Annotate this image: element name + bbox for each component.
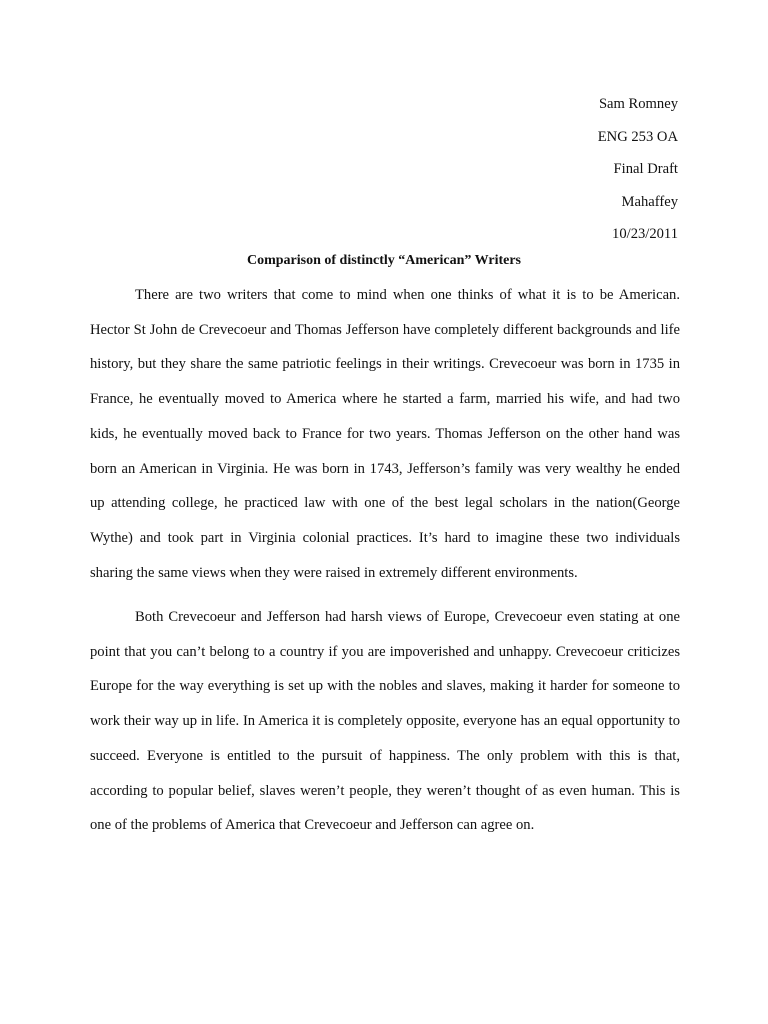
- body-paragraph-1: There are two writers that come to mind when one thinks of what it is to be American. Hector St John de Crevecoeur and Thomas Jefferson have completely different backgrounds and life history, but they share the same patriotic feelings in their writings. Crevecoeur was born in 1735 in France, he eventually moved to America where he started a farm, married his wife, and had two kids, he eventually moved back to France for two years. Thomas Jefferson on the other hand was born an American in Virginia. He was born in 1743, Jefferson’s family was very wealthy he ended up attending college, he practiced law with one of the best legal scholars in the nation(George Wythe) and took part in Virginia colonial practices. It’s hard to imagine these two individuals sharing the same views when they were raised in extremely different environments.: [90, 287, 680, 581]
- essay-title: Comparison of distinctly “American” Writers: [246, 253, 521, 268]
- body-paragraph-2: Both Crevecoeur and Jefferson had harsh views of Europe, Crevecoeur even stating at one point that you can’t belong to a country if you are impoverished and unhappy. Crevecoeur criticizes Europe for the way everything is set up with the nobles and slaves, making it harder for someone to work their way up in life. In America it is completely opposite, everyone has an equal opportunity to succeed. Everyone is entitled to the pursuit of happiness. The only problem with this is that, according to popular belief, slaves weren’t people, they weren’t thought of as even human. This is one of the problems of America that Crevecoeur and Jefferson can agree on.: [90, 609, 680, 834]
- header-block: [598, 88, 678, 251]
- instructor-name: Mahaffey: [621, 193, 678, 210]
- course-code: ENG 253 OA: [597, 128, 678, 145]
- draft-label: Final Draft: [613, 161, 678, 177]
- author-name: Sam Romney: [598, 96, 678, 112]
- document-date: 10/23/2011: [612, 226, 678, 242]
